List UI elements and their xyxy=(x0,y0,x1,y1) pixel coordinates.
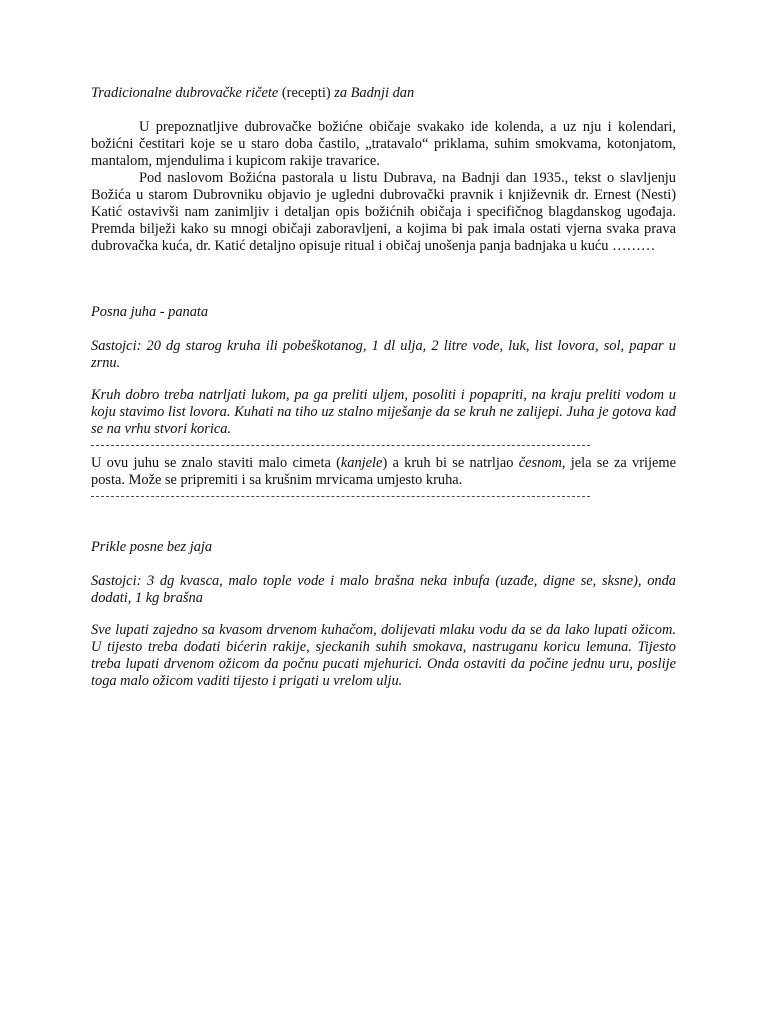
title-part-italic-end: za Badnji dan xyxy=(334,85,415,101)
document-title xyxy=(91,85,676,102)
note-text: ) a kruh bi se natrljao xyxy=(382,455,519,471)
intro-paragraph-2 xyxy=(91,170,676,255)
intro-ellipsis: ……… xyxy=(608,238,656,254)
note-text: U ovu juhu se znalo staviti malo cimeta ( xyxy=(91,455,341,471)
note-term-cesnom: česnom xyxy=(518,455,562,471)
recipe2-method: Sve lupati zajedno sa kvasom drvenom kuhačom, dolijevati mlaku vodu da se da lako lupati ožicom. U tijesto treba dodati bićerin rakije, sjeckanih suhih smokava, nastruganu koricu lemuna. Tijesto treba lupati drvenom ožicom da počnu pucati mjehurici. Onda ostaviti da počine jednu uru, poslije toga malo ožicom vaditi tijesto i prigati u vrelom ulju. xyxy=(91,622,676,689)
recipe2-title: Prikle posne bez jaja xyxy=(91,539,213,555)
dashed-divider-bottom xyxy=(91,496,590,497)
intro-section xyxy=(91,119,676,255)
title-part-roman: (recepti) xyxy=(278,85,335,101)
recipe1-title: Posna juha - panata xyxy=(91,304,209,320)
intro-paragraph-2-text: Pod naslovom Božićna pastorala u listu Dubrava, na Badnji dan 1935., tekst o slavljenju Božića u starom Dubrovniku objavio je ugledni dubrovački pravnik i književnik dr. Ernest (Nesti) Katić ostavivši nam zanimljiv i detaljan opis božićnih običaja i specifičnog blagdanskog ugođaja. Premda bilježi kako su mnogi običaji zaboravljeni, a kojima bi pak imala ostati vjerna svaka prava dubrovačka kuća, dr. Katić detaljno opisuje ritual i običaj unošenja panja badnjaka u kuću xyxy=(91,170,676,254)
title-part-italic: Tradicionalne dubrovačke ričete xyxy=(91,85,279,101)
note-term-kanjele: kanjele xyxy=(340,455,383,471)
intro-paragraph-1: U prepoznatljive dubrovačke božićne običaje svakako ide kolenda, a uz nju i kolendari, božićni čestitari koje se u staro doba častilo, „tratavalo“ priklama, suhim smokvama, kotonjatom, mantalom, mjendulima i kupicom rakije travarice. xyxy=(91,119,676,169)
recipe1-ingredients: Sastojci: 20 dg starog kruha ili pobeškotanog, 1 dl ulja, 2 litre vode, luk, list lovora, sol, papar u zrnu. xyxy=(91,338,676,371)
recipe2-ingredients: Sastojci: 3 dg kvasca, malo tople vode i malo brašna neka inbufa (uzađe, digne se, sksne), onda dodati, 1 kg brašna xyxy=(91,573,676,606)
recipe1-method: Kruh dobro treba natrljati lukom, pa ga preliti uljem, posoliti i popapriti, na kraju preliti vodom u koju stavimo list lovora. Kuhati na tiho uz stalno miješanje da se kruh ne zalijepi. Juha je gotova kad se na vrhu stvori korica. xyxy=(91,387,676,437)
recipe1-note xyxy=(91,455,676,489)
note-text: , jela se za vrijeme posta. Može se pripremiti i sa krušnim mrvicama umjesto kruha. xyxy=(91,455,676,488)
dashed-divider-top xyxy=(91,445,590,446)
